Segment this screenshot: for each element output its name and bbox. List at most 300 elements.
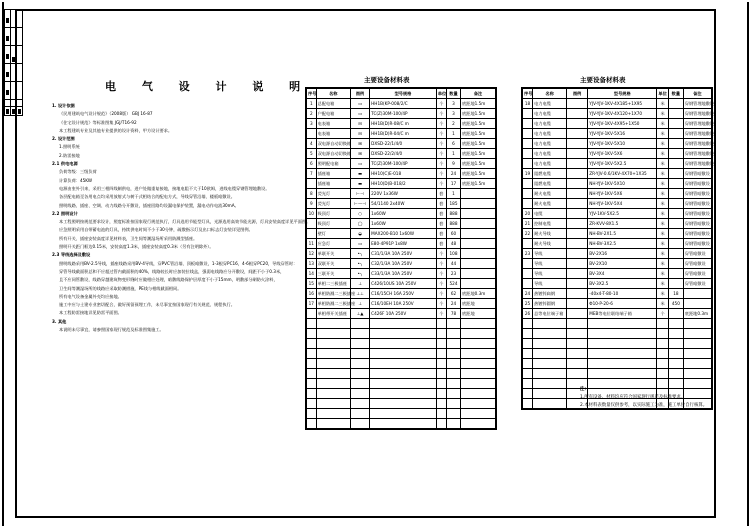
table-cell	[522, 129, 533, 139]
table-cell	[567, 189, 588, 199]
table-cell	[668, 189, 683, 199]
column-header: 数量	[446, 88, 460, 99]
table-cell: 524	[446, 279, 460, 289]
table-cell: 壁灯	[316, 229, 350, 239]
table-cell	[461, 209, 496, 219]
notes-line: 《住宅设计规范》等标准图集 JGJ/T16-92	[59, 119, 137, 125]
table-cell: 底距地1.5m	[461, 179, 496, 189]
table-cell	[522, 119, 533, 129]
table-cell: 米	[657, 209, 669, 219]
notes-line: 计算负荷：45KW	[59, 177, 93, 183]
table-cell: 电力电缆	[533, 119, 567, 129]
table-cell	[567, 249, 588, 259]
table-cell: 23	[446, 269, 460, 279]
table-cell	[522, 239, 533, 249]
table-cell	[306, 179, 316, 189]
table-cell: 3	[446, 109, 460, 119]
table-row	[306, 199, 496, 209]
table-cell	[567, 309, 588, 319]
table-cell: 穿钢管暗敷设	[683, 229, 712, 239]
table-cell	[668, 259, 683, 269]
table-cell: YJV-YJV-1KV-4X185+1X95	[588, 99, 657, 109]
table-cell: 米	[657, 129, 669, 139]
notes-line: 施工中应与土建专业密切配合，做好预留预埋工作，未尽事宜按国家现行有关规范、规程执行。	[59, 302, 235, 308]
table-cell: 米	[657, 279, 669, 289]
table-cell: C426F 10A 250V	[370, 309, 437, 319]
table-cell: BV-2X10	[588, 259, 657, 269]
table-row	[522, 129, 712, 139]
table-cell	[522, 139, 533, 149]
table-row	[306, 119, 496, 129]
table-cell: ZR-YJV-0.6/1KV-4X70+1X35	[588, 169, 657, 179]
table-cell: 底距地1.5m	[461, 159, 496, 169]
table-cell: YJV-1KV-5X2.5	[588, 209, 657, 219]
table-cell: 个	[657, 309, 669, 319]
table-row	[522, 229, 712, 239]
table-cell: 9	[306, 199, 316, 209]
table-cell: ⊢⊣	[350, 189, 369, 199]
table-cell: 电力电缆	[533, 149, 567, 159]
table-cell: DXSD-22/2/4/0	[370, 149, 437, 159]
table-row	[522, 239, 712, 249]
table-row	[306, 209, 496, 219]
table-row	[522, 179, 712, 189]
table-cell: ▬	[350, 179, 369, 189]
table-cell: 450	[668, 299, 683, 309]
table-cell	[522, 269, 533, 279]
table-cell: 78	[446, 309, 460, 319]
table-cell: 24	[446, 299, 460, 309]
table-cell: ▭	[350, 159, 369, 169]
table-cell: 电力电缆	[533, 159, 567, 169]
table-cell: 2	[446, 119, 460, 129]
table-cell: 3	[446, 99, 460, 109]
table-cell	[668, 219, 683, 229]
table-cell: 阻燃电缆	[533, 179, 567, 189]
table-cell	[522, 149, 533, 159]
table-cell: 热镀锌扁钢	[533, 289, 567, 299]
table-cell	[567, 219, 588, 229]
table-cell: 穿钢管暗敷设	[683, 219, 712, 229]
footnote-item: 1.所有设备、材料均应符合国家现行规范及标准要求。	[580, 395, 686, 400]
table-row	[306, 279, 496, 289]
column-header: 序号	[306, 88, 316, 99]
table-cell: 个	[436, 99, 446, 109]
table-cell	[567, 299, 588, 309]
table-cell: BV-2X16	[588, 249, 657, 259]
table-cell: 电力电缆	[533, 99, 567, 109]
empty-table-row	[522, 339, 712, 349]
table-cell: 个	[436, 309, 446, 319]
table-cell: ⊟	[350, 129, 369, 139]
table-cell: 穿钢管埋地敷设	[683, 149, 712, 159]
table-cell: 双电源自动切换箱	[316, 139, 350, 149]
table-cell: 穿钢管埋地敷设	[683, 139, 712, 149]
column-header: 备注	[683, 88, 712, 99]
table-cell: 套	[436, 189, 446, 199]
table-cell: ⊞	[350, 149, 369, 159]
table-cell: 个	[436, 149, 446, 159]
column-header: 型号规格	[370, 88, 437, 99]
table-cell: 2	[306, 109, 316, 119]
table-cell: 米	[657, 199, 669, 209]
empty-table-row	[522, 329, 712, 339]
table-cell	[567, 269, 588, 279]
table-cell: 1x60W	[370, 219, 437, 229]
table-cell: YJV-YJV-1KV-5X16	[588, 129, 657, 139]
table-cell: C426/10US 10A 250V	[370, 279, 437, 289]
table-cell	[567, 239, 588, 249]
table-cell: 个	[436, 109, 446, 119]
table-row	[306, 309, 496, 319]
table-cell: 48	[446, 239, 460, 249]
table-cell: 18	[522, 99, 533, 109]
table-cell: 穿钢管暗敷设	[683, 189, 712, 199]
table-cell: 电力电缆	[533, 139, 567, 149]
table-cell	[461, 189, 496, 199]
table-cell: 13	[306, 259, 316, 269]
table-cell: 3	[306, 119, 316, 129]
table-cell: 穿钢管暗敷设	[683, 169, 712, 179]
table-cell	[567, 289, 588, 299]
table-cell	[567, 139, 588, 149]
table-cell: NH-YJV-1KV-5X10	[588, 179, 657, 189]
empty-table-row	[522, 319, 712, 329]
table-cell: 穿管暗敷设	[683, 249, 712, 259]
table-row	[522, 219, 712, 229]
table-cell: 底距地	[461, 299, 496, 309]
empty-table-row	[306, 319, 496, 329]
table-cell: 个	[436, 279, 446, 289]
table-cell	[567, 209, 588, 219]
table-row	[306, 189, 496, 199]
notes-heading: 2. 设计范围	[52, 136, 75, 142]
empty-table-row	[306, 369, 496, 379]
table-cell: C33/1/3A 10A 250V	[370, 269, 437, 279]
table-cell: NH-YJV-1KV-5X6	[588, 189, 657, 199]
table-cell: 个	[436, 129, 446, 139]
table-row	[306, 179, 496, 189]
notes-heading: 2.2 照明设计	[52, 210, 78, 216]
table-cell: 米	[657, 149, 669, 159]
table-cell: 个	[436, 299, 446, 309]
table-cell: 个	[436, 119, 446, 129]
table-cell	[522, 259, 533, 269]
table-row	[522, 109, 712, 119]
empty-table-row	[306, 339, 496, 349]
table-cell: 个	[436, 169, 446, 179]
table-row	[306, 219, 496, 229]
table-cell: YJV-YJV-1KV-5X6	[588, 149, 657, 159]
table-cell: 16	[306, 289, 316, 299]
table-row	[522, 309, 712, 319]
table-cell: 6	[446, 139, 460, 149]
table-cell: 照明配电箱	[316, 159, 350, 169]
table-cell: 个	[436, 249, 446, 259]
table-cell: ⊥	[350, 299, 369, 309]
table-cell: 1x60W	[370, 209, 437, 219]
column-header: 备注	[461, 88, 496, 99]
table-cell: 个	[436, 139, 446, 149]
table-cell: 穿钢管埋地敷设	[683, 129, 712, 139]
empty-table-row	[306, 349, 496, 359]
table-cell	[668, 169, 683, 179]
table-cell	[567, 119, 588, 129]
table-cell: NH-BV-3X2.5	[588, 239, 657, 249]
notes-line: 2.防雷接地	[59, 152, 80, 158]
table-cell: 15	[306, 279, 316, 289]
table-cell: 穿钢管埋地敷设	[683, 119, 712, 129]
table-cell: 套	[436, 209, 446, 219]
table-cell: 耐火导线	[533, 229, 567, 239]
footnote-item: 2.本材料表数量仅供参考，以实际施工为准，施工单位自行核算。	[580, 403, 708, 408]
table-cell: 1	[446, 149, 460, 159]
table-cell: 导线	[533, 249, 567, 259]
table-cell: BV-3X2.5	[588, 279, 657, 289]
footnote-label: 注：	[580, 387, 589, 392]
table-row	[522, 169, 712, 179]
table-cell: 导线	[533, 279, 567, 289]
table-cell: 22	[522, 229, 533, 239]
table-cell	[567, 279, 588, 289]
table-cell: 电力电缆	[533, 109, 567, 119]
table-cell: 穿钢管暗敷设	[683, 179, 712, 189]
empty-table-row	[306, 399, 496, 409]
table-cell: 穿管暗敷设	[683, 259, 712, 269]
table-cell	[461, 239, 496, 249]
table-cell: MAX200-B10 1x60W	[370, 229, 437, 239]
table-cell: E80-4P91P 1x8W	[370, 239, 437, 249]
table-cell: 个	[436, 179, 446, 189]
table-cell: 插座箱	[316, 169, 350, 179]
table-cell	[461, 259, 496, 269]
table-cell	[567, 259, 588, 269]
table-cell	[522, 159, 533, 169]
table-cell: 8	[306, 189, 316, 199]
notes-line: 所有电气设备金属外壳均应接地。	[59, 293, 122, 299]
table-cell: 1	[446, 129, 460, 139]
table-cell: 穿钢管埋地敷设	[683, 159, 712, 169]
table-cell: 20	[522, 209, 533, 219]
table-cell: 荧光灯	[316, 199, 350, 209]
table-cell: 底距地1.5m	[461, 119, 496, 129]
column-header: 单位	[436, 88, 446, 99]
table-cell: YJV-YJV-1KV-5X2.5	[588, 159, 657, 169]
table-cell: MEB等电位联结端子箱	[588, 309, 657, 319]
table-cell: 7	[306, 169, 316, 179]
table-cell	[522, 189, 533, 199]
table-row	[306, 169, 496, 179]
table-cell: HH10(D)B-018/2	[370, 179, 437, 189]
table-cell	[668, 99, 683, 109]
notes-line: 照明线路采用BV-2.5导线，插座线路采用BV-4导线，穿PVC管沿墙、顶板暗敷设，1-3根穿PC16，4-6根穿PC20，导线穿管时：	[59, 260, 298, 266]
table-row	[522, 139, 712, 149]
table-row	[306, 109, 496, 119]
table-cell: 米	[657, 269, 669, 279]
table-row	[522, 259, 712, 269]
table-cell	[668, 179, 683, 189]
table-cell: 应急灯	[316, 239, 350, 249]
table-cell: 吸顶灯	[316, 219, 350, 229]
table-cell: 双联开关	[316, 259, 350, 269]
table-cell: ⊞	[350, 139, 369, 149]
table-cell: 个	[436, 159, 446, 169]
table-cell	[668, 129, 683, 139]
notes-line: 穿管导线截面积总和不应超过管内截面积的40%，线路较长时应加装拉线盒，强弱电线路应分开敷设，间距不小于0.3米，	[59, 268, 285, 274]
table-cell: 套	[436, 229, 446, 239]
table-cell: 套	[436, 239, 446, 249]
table-cell: 19	[522, 169, 533, 179]
table-cell: 底距地0.3m	[683, 309, 712, 319]
table-cell: 耐火电缆	[533, 199, 567, 209]
table-cell	[306, 309, 316, 319]
table-cell: 米	[657, 139, 669, 149]
table-cell: 10	[306, 209, 316, 219]
table-cell: 185	[446, 199, 460, 209]
table-cell: HH10(C)E-018	[370, 169, 437, 179]
table-cell: 单相防溅二三极插座	[316, 299, 350, 309]
table-cell	[668, 139, 683, 149]
table-cell: 24	[522, 289, 533, 299]
table-cell: 米	[657, 179, 669, 189]
table-cell: •╮	[350, 269, 369, 279]
table-cell: 耐火电缆	[533, 189, 567, 199]
table-row	[306, 99, 496, 109]
table-row	[306, 239, 496, 249]
table-cell: C32/1/3A 10A 250V	[370, 259, 437, 269]
notes-line: 《民用建筑电气设计规范》（2008版） GBJ 16-87	[59, 111, 153, 117]
table-cell: ZR-KVV-8X1.5	[588, 219, 657, 229]
table-cell	[461, 219, 496, 229]
table-row	[522, 269, 712, 279]
table-cell: 双电源自动切换箱	[316, 149, 350, 159]
table-cell	[668, 199, 683, 209]
table-cell: 米	[657, 109, 669, 119]
notes-line: 本工程防雷接地详见防雷平面图。	[59, 310, 122, 316]
table-cell: 60	[446, 229, 460, 239]
table-cell	[461, 229, 496, 239]
left-equipment-table	[305, 87, 497, 430]
table-cell	[668, 279, 683, 289]
table-cell: BV-3X4	[588, 269, 657, 279]
table-cell	[668, 209, 683, 219]
table-row	[306, 129, 496, 139]
table-cell: 米	[657, 159, 669, 169]
table-row	[522, 159, 712, 169]
column-header: 型号规格	[588, 88, 657, 99]
table-cell: 108	[446, 249, 460, 259]
table-row	[522, 249, 712, 259]
table-cell: 25	[522, 299, 533, 309]
notes-line: 照明开关距门框边0.15米，安装高度1.3米，插座安装高度0.3米（另有注明除外）。	[59, 244, 214, 250]
empty-table-row	[522, 349, 712, 359]
table-row	[306, 149, 496, 159]
notes-heading: 2.3 导线选择及敷设	[52, 252, 91, 258]
table-cell: ⊢—⊣	[350, 199, 369, 209]
table-cell: 24	[446, 169, 460, 179]
table-row	[522, 289, 712, 299]
table-cell: 荧光灯	[316, 189, 350, 199]
table-cell	[567, 199, 588, 209]
table-cell: -40x4-T-80-10	[588, 289, 657, 299]
notes-line: 应急照明采用自带蓄电池的灯具，持续供电时间不小于30分钟，疏散指示灯及出口标志灯安装详见图例。	[59, 227, 253, 233]
table-row	[522, 279, 712, 289]
table-cell: 底距地0.3m	[461, 289, 496, 299]
table-cell: C31/1/3A 10A 250V	[370, 249, 437, 259]
table-cell: 米	[657, 219, 669, 229]
notes-line: 各层配电箱至各用电点均采用放射式与树干式相结合的配电方式，导线穿管沿墙、楼板暗敷设。	[59, 194, 235, 200]
notes-line: 且不应同管敷设，线路穿越建筑物变形缝时应做相应处理，暗敷线路保护层厚度不小于15mm，明敷部分刷防火涂料，	[59, 277, 278, 283]
footnotes	[580, 386, 707, 410]
table-cell: ○	[350, 209, 369, 219]
table-cell: YJV-YJV-1KV-4X120+1X70	[588, 109, 657, 119]
notes-line: 本工程照明按规范要求设计，照度标准按国家现行规范执行，灯具选用节能型灯具，光源选用高效节能光源，灯具安装高度详见平面图。	[59, 219, 311, 225]
empty-table-row	[306, 409, 496, 419]
table-row	[306, 269, 496, 279]
table-row	[522, 99, 712, 109]
table-cell: C16/10EH 10A 250V	[370, 299, 437, 309]
table-cell: 穿钢管暗敷设	[683, 239, 712, 249]
table-cell: 54/1140 2x40W	[370, 199, 437, 209]
table-cell: 热镀锌圆钢	[533, 299, 567, 309]
table-cell: 44	[446, 259, 460, 269]
table-cell: 米	[657, 249, 669, 259]
table-cell: 单相带开关插座	[316, 309, 350, 319]
table-cell: 62	[446, 289, 460, 299]
empty-table-row	[306, 329, 496, 339]
table-cell: 单联开关	[316, 249, 350, 259]
table-cell: 穿管暗敷设	[683, 269, 712, 279]
table-row	[522, 119, 712, 129]
table-cell	[668, 149, 683, 159]
table-cell	[668, 309, 683, 319]
table-cell: 米	[657, 169, 669, 179]
table-cell: 套	[436, 219, 446, 229]
table-cell	[522, 279, 533, 289]
table-row	[522, 149, 712, 159]
table-cell: HH1B(KP-008/2/C	[370, 99, 437, 109]
table-cell	[522, 199, 533, 209]
table-cell: ⊥⊥	[350, 289, 369, 299]
right-table-title: 主要设备材料表	[580, 76, 626, 84]
table-cell: 5	[306, 149, 316, 159]
table-cell: 电表箱	[316, 119, 350, 129]
table-cell: YJV-YJV-1KV-4X95+1X50	[588, 119, 657, 129]
table-cell	[668, 159, 683, 169]
table-cell	[567, 169, 588, 179]
table-cell	[461, 269, 496, 279]
table-cell: YJV-YJV-1KV-5X10	[588, 139, 657, 149]
table-cell: 220V 1x36W	[370, 189, 437, 199]
table-row	[306, 289, 496, 299]
table-cell	[668, 249, 683, 259]
table-cell: 米	[657, 99, 669, 109]
table-cell: DXSD-22/1/4/0	[370, 139, 437, 149]
table-cell: 底距地1.5m	[461, 109, 496, 119]
table-cell: 米	[657, 189, 669, 199]
empty-table-row	[522, 369, 712, 379]
table-cell: 阻燃电缆	[533, 169, 567, 179]
table-cell	[306, 219, 316, 229]
table-cell: 4	[306, 139, 316, 149]
table-cell: ⊥	[350, 279, 369, 289]
table-cell	[306, 129, 316, 139]
table-cell	[668, 269, 683, 279]
table-cell: ▭	[350, 239, 369, 249]
table-cell: TC(Z)30M-100/4P	[370, 109, 437, 119]
notes-line: 负荷等级：三级负荷	[59, 169, 97, 175]
table-cell: 21	[522, 219, 533, 229]
